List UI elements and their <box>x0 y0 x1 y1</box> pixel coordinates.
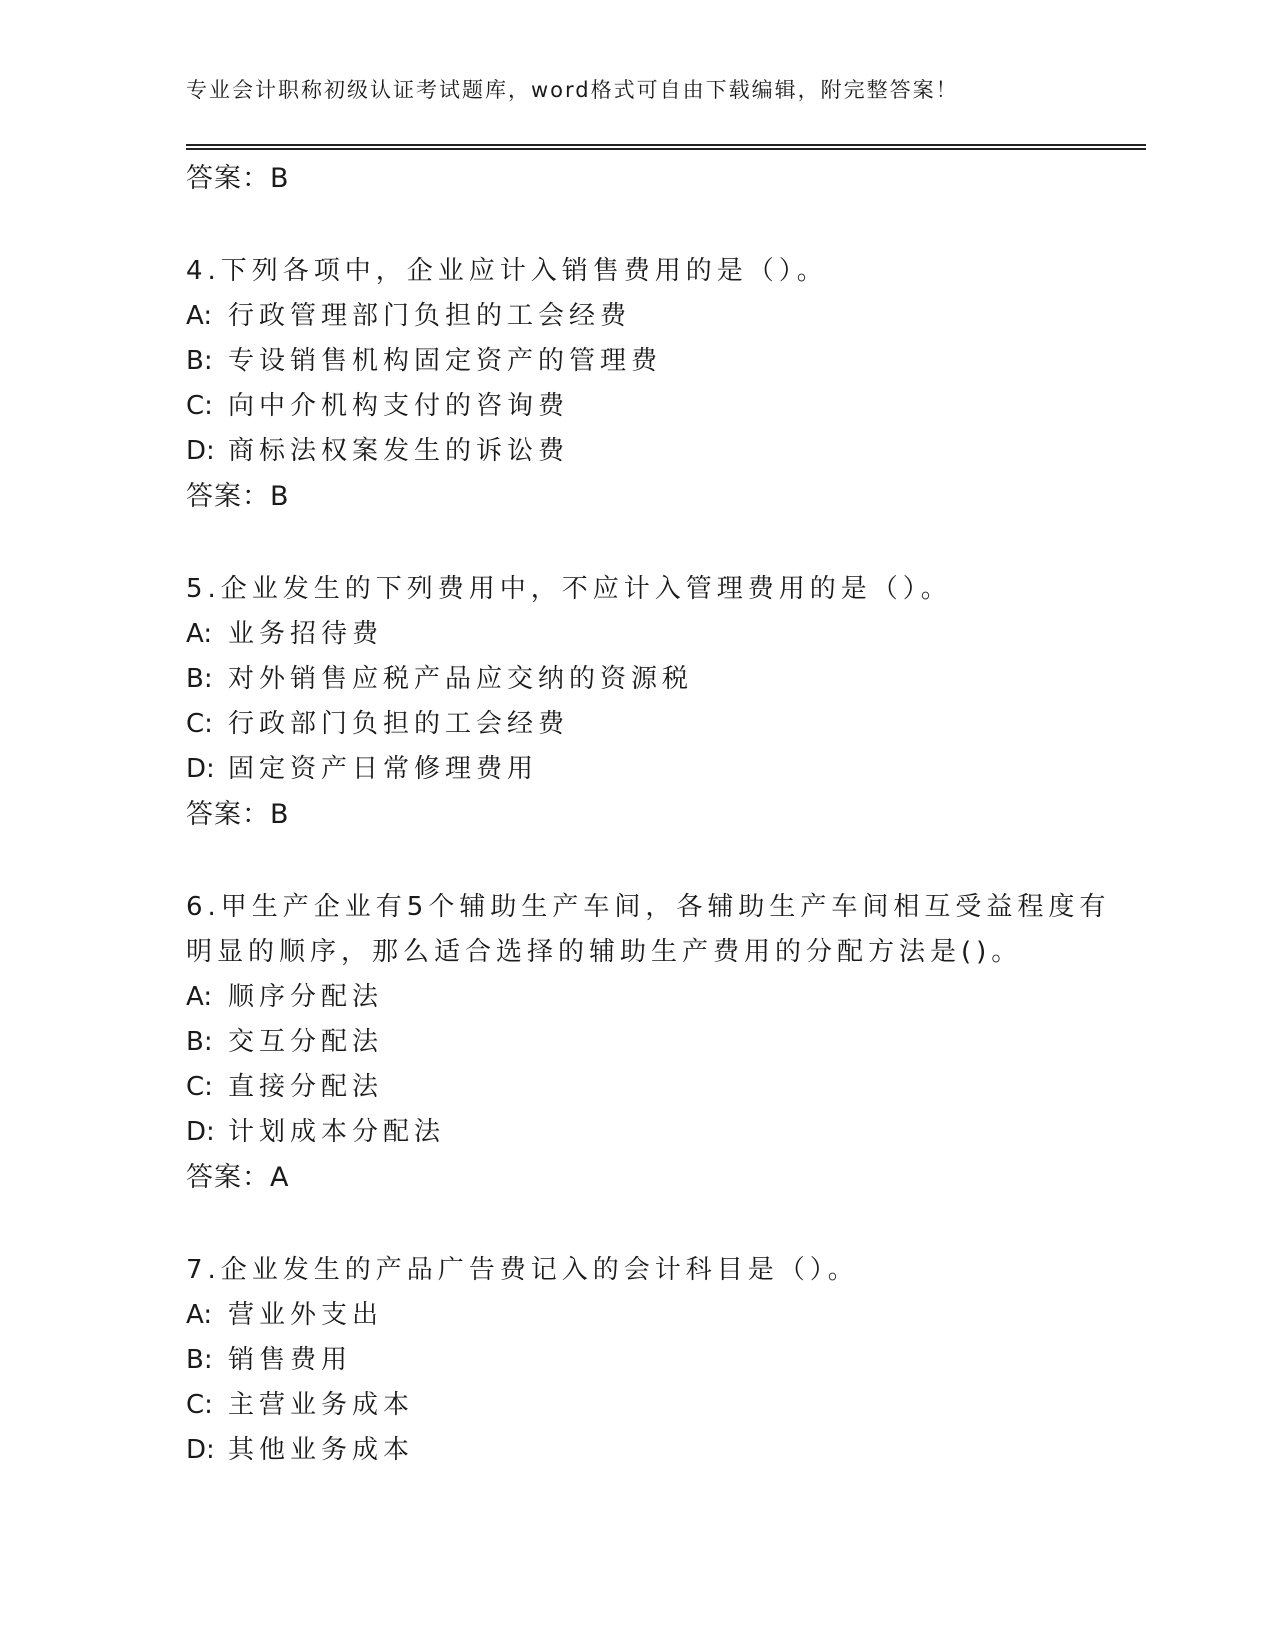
option-label: A: <box>186 301 213 331</box>
question-block <box>186 1248 1086 1473</box>
option-text: 向中介机构支付的咨询费 <box>228 391 570 421</box>
question-text: 5.企业发生的下列费用中，不应计入管理费用的是（）。 <box>186 574 952 604</box>
option-item <box>186 294 1086 339</box>
option-label: C: <box>186 709 213 739</box>
header-rule-top <box>186 144 1146 146</box>
option-label: A: <box>186 619 213 649</box>
question-block <box>186 249 1086 519</box>
answer-line: 答案：B <box>186 799 290 830</box>
option-item <box>186 339 1086 384</box>
option-item <box>186 384 1086 429</box>
option-text: 行政管理部门负担的工会经费 <box>228 301 632 331</box>
question-text: 明显的顺序，那么适合选择的辅助生产费用的分配方法是()。 <box>186 937 1023 967</box>
option-text: 业务招待费 <box>228 619 384 649</box>
option-label: B: <box>186 1027 213 1057</box>
option-label: D: <box>186 754 215 784</box>
question-text: 4.下列各项中，企业应计入销售费用的是（）。 <box>186 256 828 286</box>
option-text: 营业外支出 <box>228 1300 384 1330</box>
option-text: 直接分配法 <box>228 1072 384 1102</box>
option-text: 其他业务成本 <box>228 1435 415 1465</box>
option-item <box>186 612 1086 657</box>
answer-line: 答案：A <box>186 1162 290 1193</box>
option-item <box>186 429 1086 474</box>
option-text: 计划成本分配法 <box>228 1117 446 1147</box>
option-item <box>186 702 1086 747</box>
option-label: C: <box>186 1390 213 1420</box>
question-block <box>186 885 1111 1200</box>
option-text: 专设销售机构固定资产的管理费 <box>228 346 663 376</box>
header-rule-bottom <box>186 148 1146 150</box>
option-label: D: <box>186 436 215 466</box>
option-item <box>186 657 1086 702</box>
option-label: C: <box>186 1072 213 1102</box>
option-item <box>186 1293 1086 1338</box>
option-label: C: <box>186 391 213 421</box>
option-text: 主营业务成本 <box>228 1390 415 1420</box>
question-list <box>186 156 1111 1473</box>
answer-line: 答案：B <box>186 481 290 512</box>
option-text: 对外销售应税产品应交纳的资源税 <box>228 664 694 694</box>
option-label: D: <box>186 1435 215 1465</box>
option-item <box>186 747 1086 792</box>
option-label: B: <box>186 346 213 376</box>
option-item <box>186 1383 1086 1428</box>
option-item <box>186 1428 1086 1473</box>
option-label: B: <box>186 664 213 694</box>
option-item <box>186 1110 1086 1155</box>
option-label: A: <box>186 982 213 1012</box>
option-label: B: <box>186 1345 213 1375</box>
option-text: 固定资产日常修理费用 <box>228 754 539 784</box>
answer-line: 答案：B <box>186 163 290 194</box>
option-item <box>186 1338 1086 1383</box>
option-text: 行政部门负担的工会经费 <box>228 709 570 739</box>
question-text: 7.企业发生的产品广告费记入的会计科目是（）。 <box>186 1255 859 1285</box>
option-text: 交互分配法 <box>228 1027 384 1057</box>
question-text: 6.甲生产企业有5个辅助生产车间，各辅助生产车间相互受益程度有 <box>186 892 1111 922</box>
option-label: D: <box>186 1117 215 1147</box>
option-item <box>186 1020 1086 1065</box>
document-header: 专业会计职称初级认证考试题库，word格式可自由下载编辑，附完整答案！ <box>186 78 959 102</box>
option-item <box>186 1065 1086 1110</box>
option-label: A: <box>186 1300 213 1330</box>
option-text: 商标法权案发生的诉讼费 <box>228 436 570 466</box>
option-text: 顺序分配法 <box>228 982 384 1012</box>
question-block <box>186 567 1086 837</box>
option-text: 销售费用 <box>228 1345 353 1375</box>
option-item <box>186 975 1086 1020</box>
